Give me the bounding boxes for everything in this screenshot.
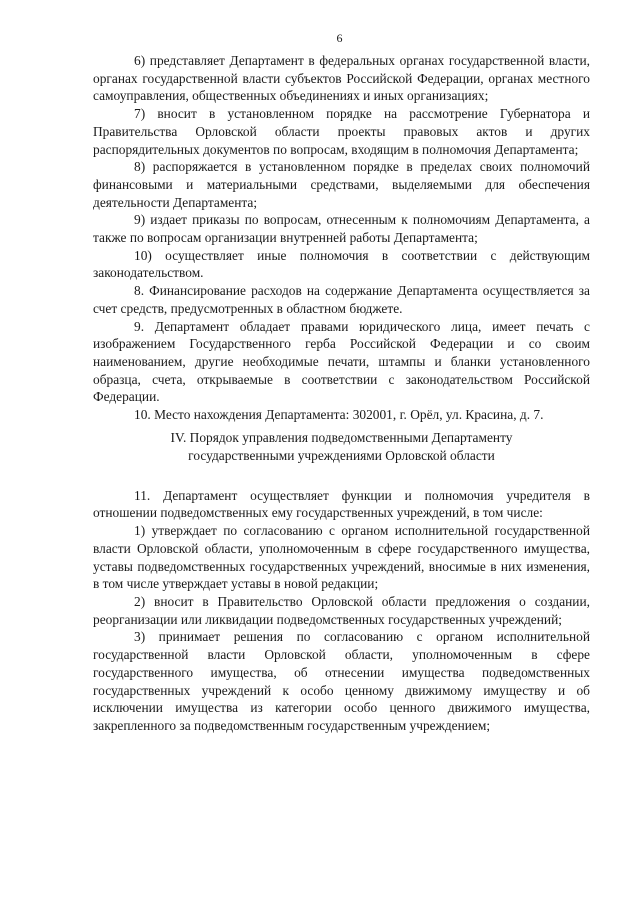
list-item-8: 8) распоряжается в установленном порядке в пределах своих полномочий финансовыми и материальными средствами, выделяемыми для обеспечения деятельности Департамента; [93,159,590,210]
list-item-7: 7) вносит в установленном порядке на рассмотрение Губернатора и Правительства Орловской области проекты правовых актов и других распорядительных документов по вопросам, входящим в полномочия Департамента; [93,106,590,157]
clause-8-financing: 8. Финансирование расходов на содержание Департамента осуществляется за счет средств, предусмотренных в областном бюджете. [93,283,590,316]
section-heading-line-1: IV. Порядок управления подведомственными Департаменту [170,429,513,445]
list-item-6: 6) представляет Департамент в федеральных органах государственной власти, органах государственной власти субъектов Российской Федерации, органах местного самоуправления, общественных объединениях и иных организациях; [93,53,590,104]
clause-11-founder-functions: 11. Департамент осуществляет функции и полномочия учредителя в отношении подведомственных ему государственных учреждений, в том числе: [93,487,590,521]
document-page [93,30,590,735]
subitem-3: 3) принимает решения по согласованию с органом исполнительной государственной власти Орловской области, уполномоченным в сфере государственного имущества, об отнесении имущества подведомственных государственных учреждений к особо ценному движимому имуществу и об исключении имущества из категории особо ценного движимого имущества, закрепленного за подведомственным государственным учреждением; [93,629,590,733]
subitem-1: 1) утверждает по согласованию с органом исполнительной государственной власти Орловской области, уполномоченным в сфере государственного имущества, уставы подведомственных государственных учреждений, вносимые в них изменения, в том числе утверждает уставы в новой редакции; [93,523,590,592]
clause-10-location: 10. Место нахождения Департамента: 302001, г. Орёл, ул. Красина, д. 7. [134,407,544,423]
section-spacer [93,465,590,487]
section-heading [93,429,590,465]
list-item-9: 9) издает приказы по вопросам, отнесенным к полномочиям Департамента, а также по вопросам организации внутренней работы Департамента; [93,212,590,246]
section-heading-line-2: государственными учреждениями Орловской области [188,447,495,463]
subitem-2: 2) вносит в Правительство Орловской области предложения о создании, реорганизации или ликвидации подведомственных государственных учреждений; [93,593,590,627]
page-number: 6 [336,31,343,45]
clause-9-legal-entity: 9. Департамент обладает правами юридического лица, имеет печать с изображением Государственного герба Российской Федерации и со своим наименованием, другие необходимые печати, штампы и бланки установленного образца, счета, открываемые в соответствии с законодательством Российской Федерации. [93,318,590,405]
list-item-10: 10) осуществляет иные полномочия в соответствии с действующим законодательством. [93,247,590,281]
